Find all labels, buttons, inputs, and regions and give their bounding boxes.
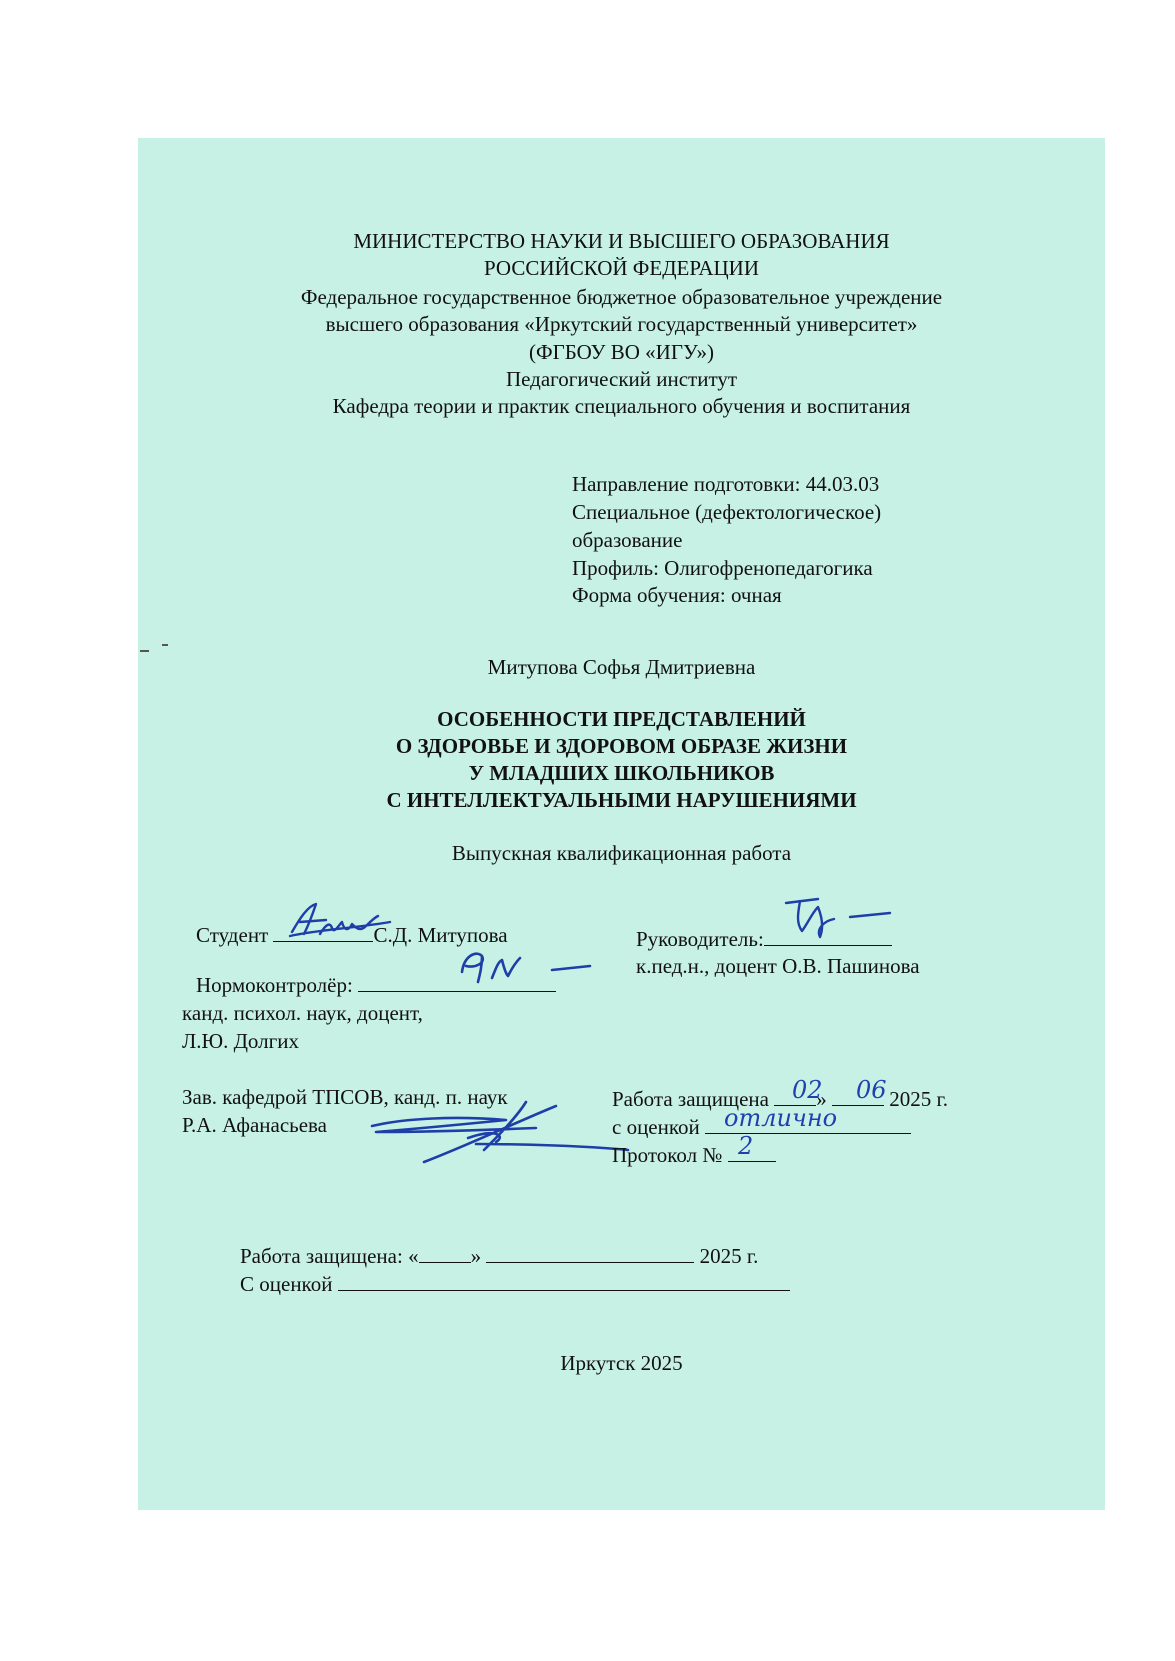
program-specialty-1: Специальное (дефектологическое) xyxy=(572,500,882,524)
institute: Педагогический институт xyxy=(505,367,738,391)
head-signature xyxy=(366,1098,636,1178)
normcontrol-degree: канд. психол. наук, доцент, xyxy=(182,1001,423,1025)
city-year: Иркутск 2025 xyxy=(560,1351,683,1375)
protocol-number: 2 xyxy=(738,1132,754,1160)
supervisor-label: Руководитель: xyxy=(636,927,764,951)
defense-blank-year: 2025 г. xyxy=(699,1244,759,1268)
normcontrol-name: Л.Ю. Долгих xyxy=(182,1029,299,1053)
head-name: Р.А. Афанасьева xyxy=(182,1113,328,1137)
protocol-label: Протокол № xyxy=(612,1143,723,1167)
defense-grade-label: с оценкой xyxy=(612,1115,700,1139)
thesis-title-line-3: У МЛАДШИХ ШКОЛЬНИКОВ xyxy=(468,761,775,785)
university-line-2: высшего образования «Иркутский государственный университет» xyxy=(325,312,918,336)
defense-year: 2025 г. xyxy=(889,1087,948,1111)
program-profile: Профиль: Олигофренопедагогика xyxy=(572,556,873,580)
program-form: Форма обучения: очная xyxy=(572,583,782,607)
student-name: С.Д. Митупова xyxy=(373,923,508,947)
defense-blank-month-field[interactable] xyxy=(486,1242,694,1263)
program-specialty-2: образование xyxy=(572,528,683,552)
university-abbr: (ФГБОУ ВО «ИГУ») xyxy=(528,340,714,364)
student-label: Студент xyxy=(196,923,269,947)
ministry-line-2: РОССИЙСКОЙ ФЕДЕРАЦИИ xyxy=(484,256,759,280)
head-label: Зав. кафедрой ТПСОВ, канд. п. наук xyxy=(182,1085,508,1109)
student-signature xyxy=(286,898,396,944)
normcontrol-label: Нормоконтролёр: xyxy=(196,973,353,997)
defense-blank-prefix: Работа защищена: « xyxy=(240,1244,419,1268)
ministry-line-1: МИНИСТЕРСТВО НАУКИ И ВЫСШЕГО ОБРАЗОВАНИЯ xyxy=(353,229,890,253)
scan-speck xyxy=(140,650,149,652)
department: Кафедра теории и практик специального обучения и воспитания xyxy=(332,394,911,418)
university-line-1: Федеральное государственное бюджетное образовательное учреждение xyxy=(300,285,943,309)
title-page xyxy=(138,138,1105,1510)
defense-day: 02 xyxy=(792,1076,823,1104)
defense-grade: отлично xyxy=(724,1104,838,1132)
scan-speck xyxy=(162,644,168,646)
program-direction: Направление подготовки: 44.03.03 xyxy=(572,472,880,496)
supervisor-info: к.пед.н., доцент О.В. Пашинова xyxy=(636,954,920,978)
thesis-title-line-4: С ИНТЕЛЛЕКТУАЛЬНЫМИ НАРУШЕНИЯМИ xyxy=(386,788,857,812)
author-name: Митупова Софья Дмитриевна xyxy=(487,655,756,679)
defense-blank-grade-field[interactable] xyxy=(338,1270,790,1291)
defense-blank-row xyxy=(240,1242,758,1270)
defense-prefix: Работа защищена xyxy=(612,1087,769,1111)
thesis-title-line-1: ОСОБЕННОСТИ ПРЕДСТАВЛЕНИЙ xyxy=(437,707,806,731)
work-type: Выпускная квалификационная работа xyxy=(451,841,792,865)
normcontrol-signature xyxy=(456,938,596,988)
defense-blank-day-field[interactable] xyxy=(419,1242,471,1263)
defense-blank-mid: » xyxy=(470,1244,482,1268)
supervisor-signature xyxy=(778,893,908,943)
defense-blank-grade-label: С оценкой xyxy=(240,1272,333,1296)
defense-blank-grade-row xyxy=(240,1270,790,1298)
defense-filled-row: Работа защищена » 2025 г. xyxy=(612,1087,948,1111)
thesis-title-line-2: О ЗДОРОВЬЕ И ЗДОРОВОМ ОБРАЗЕ ЖИЗНИ xyxy=(395,734,848,758)
defense-month: 06 xyxy=(856,1076,887,1104)
